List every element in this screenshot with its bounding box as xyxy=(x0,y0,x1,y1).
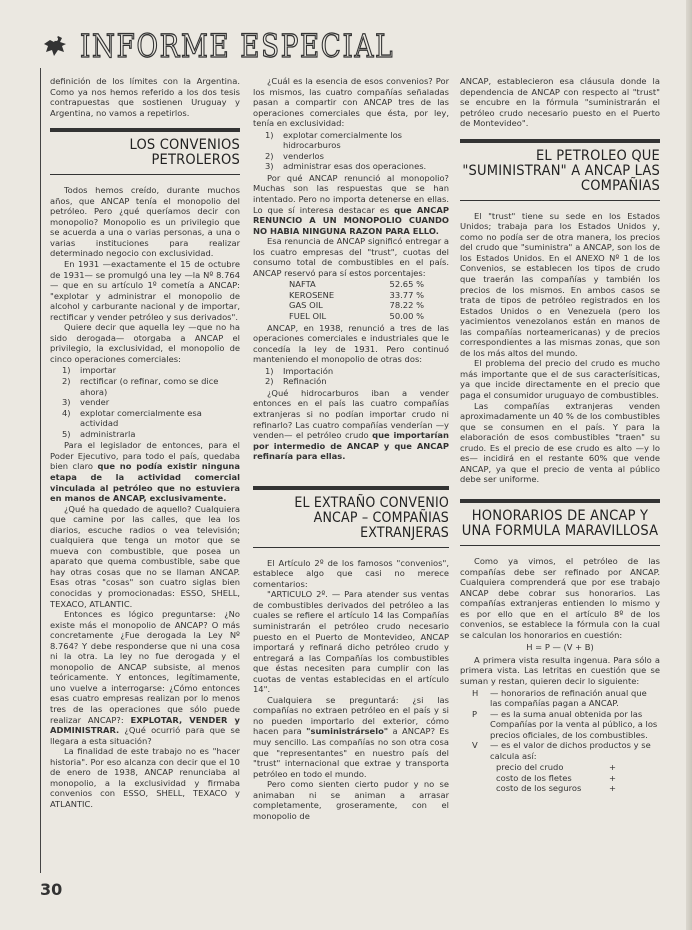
column-rule xyxy=(40,68,41,873)
list-item: P — es la suma anual obtenida por las Compañías por la venta al público, a los precios oficiales, de los combustibles. xyxy=(472,708,658,740)
paragraph: ¿Cuál es la esencia de esos convenios? Por los mismos, las cuatro compañías señaladas pasan a compartir con ANCAP tres de las operaciones comerciales que ésta, por ley, tenía en exclusividad: xyxy=(253,76,449,129)
section-heading xyxy=(460,139,660,201)
list-item: 2) venderlos xyxy=(265,150,324,161)
column-2 xyxy=(253,76,449,821)
paragraph: "ARTICULO 2º. — Para atender sus ventas de combustibles derivados del petróleo a las cuales se refiere el artículo 14 las Compañías suministrarán el petróleo crudo necesario puesto en el Puerto de Montevideo, ANCAP importará y refinará dicho petróleo crudo y entregará a las Compañías los combustibles que éstas necesiten para cumplir con las cuotas de ventas establecidas en el artículo 14". xyxy=(253,589,449,695)
operations-list xyxy=(62,365,240,439)
paragraph: Cualquiera se preguntará: ¿si las compañías no extraen petróleo en el país y si no pueden importarlo del exterior, cómo hacen para "suministrárselo" a ANCAP? Es muy sencillo. Las compañías no son otra cosa que "representantes" en nuestro país del "trust" internacional que extrae y transporta petróleo en todo el mundo. xyxy=(253,694,450,779)
paragraph: El Artículo 2º de los famosos "convenios", establece algo que casi no merece comentarios: xyxy=(253,557,449,589)
paragraph: A primera vista resulta ingenua. Para sólo a primera vista. Las letritas en cuestión que se suman y restan, quieren decir lo siguiente: xyxy=(460,654,660,686)
section-header xyxy=(40,26,395,66)
paragraph: Esa renuncia de ANCAP significó entregar a los cuatro empresas del "trust", cuotas del consumo total de combustibles en el país. ANCAP reservó para sí estos porcentajes: xyxy=(253,236,449,278)
operations-list xyxy=(265,366,449,387)
paragraph: Todos hemos creído, durante muchos años, que ANCAP tenía el monopolio del petróleo. Pero ¿qué queríamos decir con monopolio? Monopolio es un privilegio que se acuerda a una o varias personas, a una o varias instituciones para realizar determinado negocio con exclusividad. xyxy=(50,185,240,259)
paragraph: Quiere decir que aquella ley —que no ha sido derogada— otorgaba a ANCAP el privilegio, la exclusividad, el monopolio de cinco operaciones comerciales: xyxy=(50,322,240,364)
column-3 xyxy=(460,76,660,794)
heading-text: LOS CONVENIOS PETROLEROS xyxy=(129,137,240,169)
paragraph: Por qué ANCAP renunció al monopolio? Muchas son las respuestas que se han intentado. Pero no importa detenerse en ellas. Lo que sí interesa destacar es que ANCAP RENUNCIO A UN MONOPOLIO CUANDO NO HABIA NINGUNA RAZON PARA ELLO. xyxy=(253,172,449,236)
paragraph: Entonces es lógico preguntarse: ¿No existe más el monopolio de ANCAP? O más concretamente ¿Fue derogada la Ley Nº 8.764? Y debe responderse que ni una cosa ni la otra. La ley no fue derogada y el monopolio de ANCAP subsiste, al menos teóricamente. Y entonces, legítimamente, uno vuelve a interrogarse: ¿Cómo entonces esas cuatro empresas realizan por lo menos tres de las operaciones que sólo puede realizar ANCAP?: EXPLOTAR, VENDER y ADMINISTRAR. ¿Qué ocurrió para que se llegara a esta situación? xyxy=(50,609,240,746)
formula: H = P — (V + B) xyxy=(526,642,594,653)
paragraph: Las compañías extranjeras venden aproximadamente un 40 % de los combustibles que se consumen en el país. Y para la elaboración de esos combustibles "traen" su crudo. Es el precio de ese crudo es alto —y lo es— incidirá en el restante 60% que vende ANCAP, ya que el precio de venta al público debe ser uniforme. xyxy=(460,400,660,485)
paragraph: Para el legislador de entonces, para el Poder Ejecutivo, para todo el país, quedaba bien claro que no podía existir ninguna etapa de la actividad comercial vinculada al petróleo que no estuviera en manos de ANCAP, exclusivamente. xyxy=(50,440,240,504)
table-row: FUEL OIL 50.00 % xyxy=(289,311,424,322)
list-item: 2) rectificar (o refinar, como se dice ahora) xyxy=(62,376,219,397)
list-item: 1) Importación xyxy=(265,365,334,376)
list-item: 3) administrar esas dos operaciones. xyxy=(265,161,427,172)
paragraph: Como ya vimos, el petróleo de las compañías debe ser refinado por ANCAP. Cualquiera comprenderá que por ese trabajo ANCAP debe cobrar sus honorarios. Las compañías extranjeras entienden lo mismo y es por ello que en el artículo 8º de los convenios, se establece la fórmula con la cual se calculan los honorarios en cuestión: xyxy=(460,555,660,640)
list-item: costo de los fletes + xyxy=(496,772,616,783)
column-1 xyxy=(50,76,240,809)
heading-text: HONORARIOS DE ANCAP Y UNA FORMULA MARAVILLOSA xyxy=(461,507,659,539)
operations-list xyxy=(265,130,449,172)
list-item: precio del crudo + xyxy=(496,762,616,773)
section-heading xyxy=(460,499,660,546)
paragraph: En 1931 —exactamente el 15 de octubre de 1931— se promulgó una ley —la Nº 8.764— que en su artículo 1º cometía a ANCAP: "explotar y administrar el monopolio de alcohol y carburante nacional y de importar, rectificar y vender petróleo y sus derivados". xyxy=(50,259,240,322)
list-item: 3) vender xyxy=(62,397,110,408)
list-item: costo de los seguros + xyxy=(496,783,616,794)
list-item: H — honorarios de refinación anual que las compañías pagan a ANCAP. xyxy=(472,687,647,709)
list-item: 1) importar xyxy=(62,365,117,376)
paragraph: ANCAP, establecieron esa cláusula donde la dependencia de ANCAP con respecto al "trust" se encubre en la fórmula "suministrarán el petróleo crudo necesario puesto en el Puerto de Montevideo". xyxy=(460,76,660,129)
table-row: GAS OIL 78.22 % xyxy=(289,300,424,311)
page-number: 30 xyxy=(40,880,63,899)
list-item: 2) Refinación xyxy=(265,376,327,387)
value-components-list xyxy=(496,762,660,794)
heading-text: EL PETROLEO QUE "SUMINISTRAN" A ANCAP LAS COMPAÑIAS xyxy=(462,147,660,194)
cowboy-figure-icon xyxy=(40,30,70,60)
paragraph: ANCAP, en 1938, renunció a tres de las operaciones comerciales e industriales que le concedía la ley de 1931. Pero continuó manteniendo el monopolio de otras dos: xyxy=(253,322,449,365)
paragraph: definición de los límites con la Argentina. Como ya nos hemos referido a los dos tesis contrapuestas que sostienen Uruguay y Argentina, no vamos a repetirlos. xyxy=(50,76,240,118)
heading-text: EL EXTRAÑO CONVENIO ANCAP – COMPAÑIAS EXTRANJERAS xyxy=(294,494,449,541)
section-heading xyxy=(253,486,449,548)
paragraph: El "trust" tiene su sede en los Estados Unidos; trabaja para los Estados Unidos y, como no podía ser de otra manera, los precios del crudo que "suministra" a ANCAP, son los de los Estados Unidos. En el ANEXO Nº 1 de los Convenios, se establecen los tipos de crudo que traerán las compañías y también los precios de los mismos. En ambos casos se trata de tipos de petróleo registrados en los Estados Unidos o en Venezuela (pero los yacimientos venezolanos están en manos de las compañías norteamericanas) y de precios correspondientes a las mismas zonas, que son de los más altos del mundo. xyxy=(460,210,660,358)
list-item: 1) explotar comercialmente los hidrocarburos xyxy=(265,129,403,151)
percentages-table xyxy=(289,279,424,321)
definitions-list xyxy=(472,688,660,762)
paragraph: Pero como sienten cierto pudor y no se animaban ni se animan a arrasar completamente, groseramente, con el monopolio de xyxy=(253,779,449,821)
list-item: V — es el valor de dichos productos y se calcula así: xyxy=(472,740,651,761)
paragraph: La finalidad de este trabajo no es "hacer historia". Por eso alcanza con decir que el 10 de enero de 1938, ANCAP renunciaba al monopolio, a la exclusividad y firmaba convenios con ESSO, SHELL, TEXACO y ATLANTIC. xyxy=(50,746,240,809)
table-row: KEROSENE 33.77 % xyxy=(289,289,424,300)
paragraph: ¿Qué hidrocarburos iban a vender entonces en el país las cuatro compañías extranjeras si no podían importar crudo ni refinarlo? Las cuatro compañías venderían —y venden— el petróleo crudo que importarían por intermedio de ANCAP y que ANCAP refinaría para ellas. xyxy=(253,387,449,462)
list-item: 4) explotar comercialmente esa actividad xyxy=(62,407,202,429)
paragraph: El problema del precio del crudo es mucho más importante que el de sus caracterísiticas, ya que incide directamente en el precio que paga el consumidor uruguayo de combustibles. xyxy=(460,358,660,401)
section-heading xyxy=(50,128,240,175)
paragraph: ¿Qué ha quedado de aquello? Cualquiera que camine por las calles, que lea los diarios, escuche radios o vea televisión; cualquiera que tenga un motor que se mueva con combustible, que posea un aparato que quema combustible, sabe que hay otras cosas que no se llaman ANCAP. Esas otras "cosas" son cuatro siglas bien conocidas y promocionadas: ESSO, SHELL, TEXACO, ATLANTIC. xyxy=(50,503,240,609)
list-item: 5) administrarla xyxy=(62,428,136,439)
table-row: NAFTA 52.65 % xyxy=(289,279,424,290)
section-label: INFORME ESPECIAL xyxy=(80,27,395,65)
